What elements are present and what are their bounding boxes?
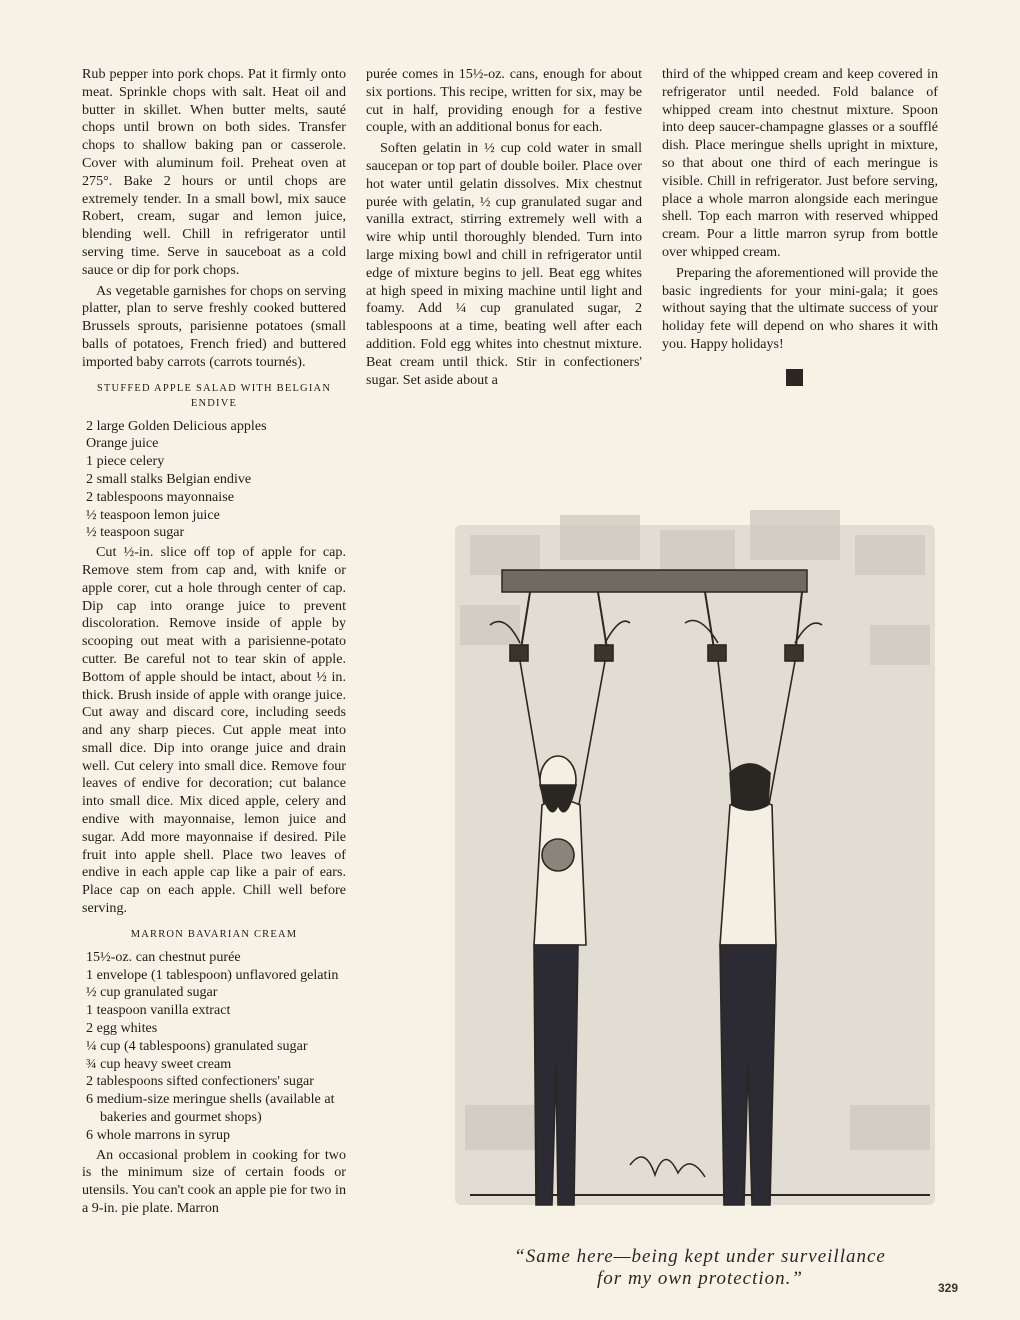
paragraph: Rub pepper into pork chops. Pat it firmly onto meat. Sprinkle chops with salt. Heat oil and butter in skillet. When butter melts, sauté chops until brown on both sides. Transfer chops to shallow baking pan or casserole. Cover with aluminum foil. Preheat oven at 275°. Bake 2 hours or until chops are extremely tender. In a small bowl, mix sauce Robert, cream, sugar and lemon juice, blending well. Chill in refrigerator until serving time. Serve in sauceboat as a cold sauce or dip for pork chops. — [82, 66, 346, 278]
ingredient-item: 1 teaspoon vanilla extract — [86, 1002, 231, 1019]
paragraph: Cut ½-in. slice off top of apple for cap. Remove stem from cap and, with knife or apple corer, cut a hole through center of cap. Dip cap into orange juice to prevent discoloration. Remove inside of apple by scooping out meat with a parisienne-potato cutter. Be careful not to tear skin of apple. Bottom of apple should be intact, about ½ in. thick. Brush inside of apple with orange juice. Cut away and discard core, including seeds and any sharp pieces. Cut apple meat into small dice. Dip into orange juice and drain well. Cut celery into small dice. Remove four leaves of endive for decoration; cut balance into small dice. Mix diced apple, celery and endive with mayonnaise, lemon juice and sugar. Add more mayonnaise if desired. Pile fruit into apple shell. Place two leaves of endive in each apple cap like a pair of ears. Place cap on each apple. Chill well before serving. — [82, 544, 346, 917]
ingredient-item: 2 large Golden Delicious apples — [86, 417, 267, 434]
caption-line: “Same here—being kept under surveillance — [514, 1246, 886, 1267]
ingredient-item: ¼ cup (4 tablespoons) granulated sugar — [86, 1037, 308, 1054]
ingredient-list — [82, 418, 346, 543]
wooden-beam — [502, 570, 807, 592]
recipe-heading: STUFFED APPLE SALAD WITH BELGIAN ENDIVE — [96, 382, 332, 409]
cartoon-illustration — [450, 505, 945, 1225]
paragraph: As vegetable garnishes for chops on serving platter, plan to serve freshly cooked buttered Brussels sprouts, parisienne potatoes (small balls of potatoes, French fried) and buttered imported baby carrots (carrots tournés). — [82, 282, 346, 370]
ingredient-list — [82, 949, 346, 1145]
paragraph: third of the whipped cream and keep covered in refrigerator until needed. Fold balance of whipped cream into chestnut mixture. Spoon into deep saucer-champagne glasses or a soufflé dish. Place meringue shells upright in mixture, so that about one third of each meringue is visible. Chill in refrigerator. Just before serving, place a whole marron alongside each meringue shell. Top each marron with reserved whipped cream. Pour a little marron syrup from bottle over whipped cream. — [662, 66, 938, 260]
ingredient-item: ½ teaspoon lemon juice — [86, 506, 220, 523]
paragraph: Soften gelatin in ½ cup cold water in small saucepan or top part of double boiler. Place over hot water until gelatin dissolves. Mix chestnut purée with gelatin, ½ cup granulated sugar and vanilla extract, stirring extremely well with a wire whip until thoroughly blended. Turn into large mixing bowl and chill in refrigerator until edge of mixture begins to jell. Beat egg whites at high speed in mixing machine until light and foamy. Add ¼ cup granulated sugar, 2 tablespoons at a time, beating well after each addition. Fold egg whites into chestnut mixture. Beat cream until thick. Stir in confectioners' sugar. Set aside about a — [366, 140, 642, 388]
ingredient-item: 2 small stalks Belgian endive — [86, 470, 252, 487]
ingredient-item: 1 envelope (1 tablespoon) unflavored gelatin — [86, 966, 339, 983]
text-column-2 — [366, 66, 642, 392]
ingredient-item: Orange juice — [86, 435, 159, 452]
ingredient-item: ½ cup granulated sugar — [86, 984, 218, 1001]
ingredient-item: 2 egg whites — [86, 1020, 158, 1037]
ingredient-item: ¾ cup heavy sweet cream — [86, 1055, 232, 1072]
paragraph: An occasional problem in cooking for two is the minimum size of certain foods or utensils. You can't cook an apple pie for two in a 9-in. pie plate. Marron — [82, 1146, 346, 1217]
text-column-3 — [662, 66, 938, 392]
ingredient-item: 1 piece celery — [86, 453, 165, 470]
recipe-heading: MARRON BAVARIAN CREAM — [130, 928, 298, 940]
ingredient-item: 15½-oz. can chestnut purée — [86, 948, 241, 965]
ingredient-item: 6 whole marrons in syrup — [86, 1126, 231, 1143]
paragraph: purée comes in 15½-oz. cans, enough for about six portions. This recipe, written for six, may be cut in half, providing enough for a festive couple, with an additional bonus for each. — [366, 66, 642, 136]
ingredient-item: 2 tablespoons sifted confectioners' sugar — [86, 1073, 314, 1090]
ingredient-item: ½ teaspoon sugar — [86, 524, 185, 541]
ingredient-item: 6 medium-size meringue shells (available at bakeries and gourmet shops) — [86, 1091, 335, 1126]
paragraph: Preparing the aforementioned will provide the basic ingredients for your mini-gala; it goes without saying that the ultimate success of your holiday fete will depend on who shares it with you. Happy holidays! — [662, 264, 938, 352]
end-mark-logo-icon — [786, 369, 803, 386]
cartoon-caption — [440, 1246, 960, 1290]
text-column-1 — [82, 66, 346, 1221]
caption-line: for my own protection.” — [597, 1268, 803, 1289]
ingredient-item: 2 tablespoons mayonnaise — [86, 488, 234, 505]
page-number: 329 — [938, 1281, 959, 1295]
